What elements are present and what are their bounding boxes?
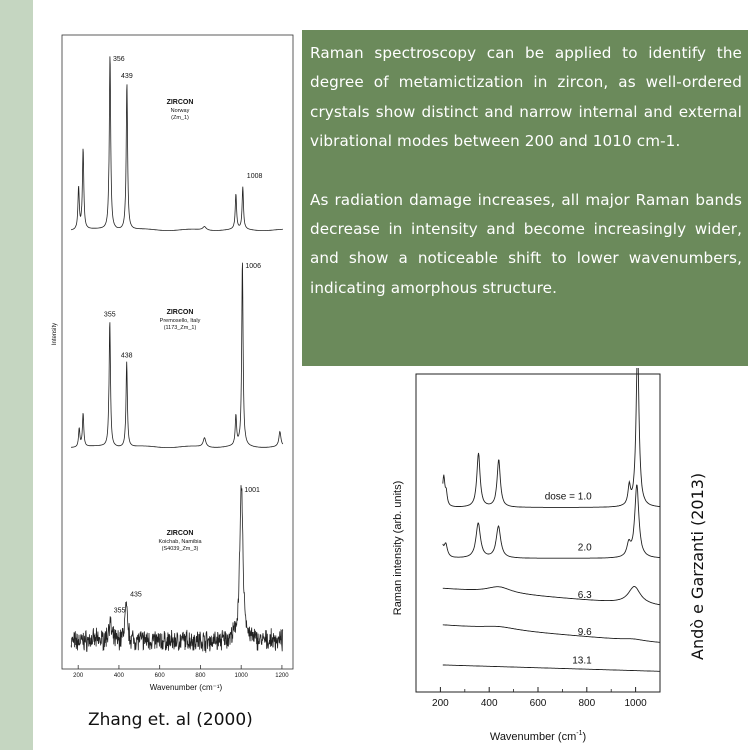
x-tick-label: 800 [195, 673, 206, 679]
left-x-axis-title: Wavenumber (cm⁻¹) [149, 683, 223, 692]
panel-mineral-name: ZIRCON [166, 99, 194, 106]
panel-sample-code: (Zm_1) [171, 115, 189, 121]
x-tick-label: 200 [432, 698, 449, 709]
description-panel [302, 30, 748, 366]
x-tick-label: 600 [529, 698, 547, 709]
dose-series-label: 2.0 [577, 542, 592, 554]
peak-label: 438 [120, 352, 133, 360]
dose-series-label: 9.6 [577, 626, 592, 638]
peak-label: 439 [121, 73, 133, 81]
x-tick-label: 1000 [624, 698, 647, 709]
x-tick-label: 400 [113, 673, 124, 679]
panel-mineral-name: ZIRCON [166, 309, 194, 316]
panel-sample-code: (S4039_Zm_3) [161, 546, 199, 552]
panel-locality: Premosello, Italy [159, 318, 201, 324]
right-y-axis-title: Raman intensity (arb. units) [392, 480, 404, 616]
peak-label: 355 [103, 311, 116, 319]
peak-label: 1008 [246, 172, 263, 180]
description-paragraph-1: Raman spectroscopy can be applied to identify the degree of metamictization in zircon, as well-ordered crystals show distinct and narrow internal and external vibrational modes between 200 and 1010 cm-1. [310, 44, 742, 151]
panel-sample-code: (1173_Zm_1) [163, 325, 197, 331]
x-tick-label: 800 [578, 698, 596, 709]
x-tick-label: 600 [154, 673, 165, 679]
panel-locality: Koichab, Namibia [158, 539, 202, 545]
dose-series-label: 13.1 [572, 655, 592, 667]
left-y-axis-title: Intensity [52, 322, 58, 346]
right-x-axis-title: Wavenumber $(cm^{-1})$ [489, 730, 587, 743]
right-figure-caption: Andò e Garzanti (2013) [688, 472, 707, 660]
dose-series-label: 6.3 [577, 590, 592, 602]
side-accent-bar [0, 0, 33, 750]
x-tick-label: 1200 [275, 673, 289, 679]
peak-label: 356 [112, 56, 125, 63]
panel-mineral-name: ZIRCON [166, 530, 194, 537]
zhang-raman-spectra-chart [46, 34, 296, 694]
x-tick-label: 1000 [234, 673, 248, 679]
peak-label: 435 [130, 591, 142, 599]
peak-label: 1006 [245, 263, 261, 270]
x-tick-label: 200 [73, 673, 84, 679]
peak-label: 355 [113, 607, 126, 615]
peak-label: 1001 [244, 487, 260, 494]
description-paragraph-2: As radiation damage increases, all major Raman bands decrease in intensity and become increasingly wider, and show a noticeable shift to lower wavenumbers, indicating amorphous structure. [310, 190, 742, 297]
x-tick-label: 400 [480, 698, 498, 709]
ando-dose-spectra-chart [380, 368, 680, 748]
panel-locality: Norway [170, 108, 190, 114]
dose-series-label: dose = 1.0 [544, 491, 592, 503]
left-figure-caption: Zhang et. al (2000) [88, 710, 253, 730]
